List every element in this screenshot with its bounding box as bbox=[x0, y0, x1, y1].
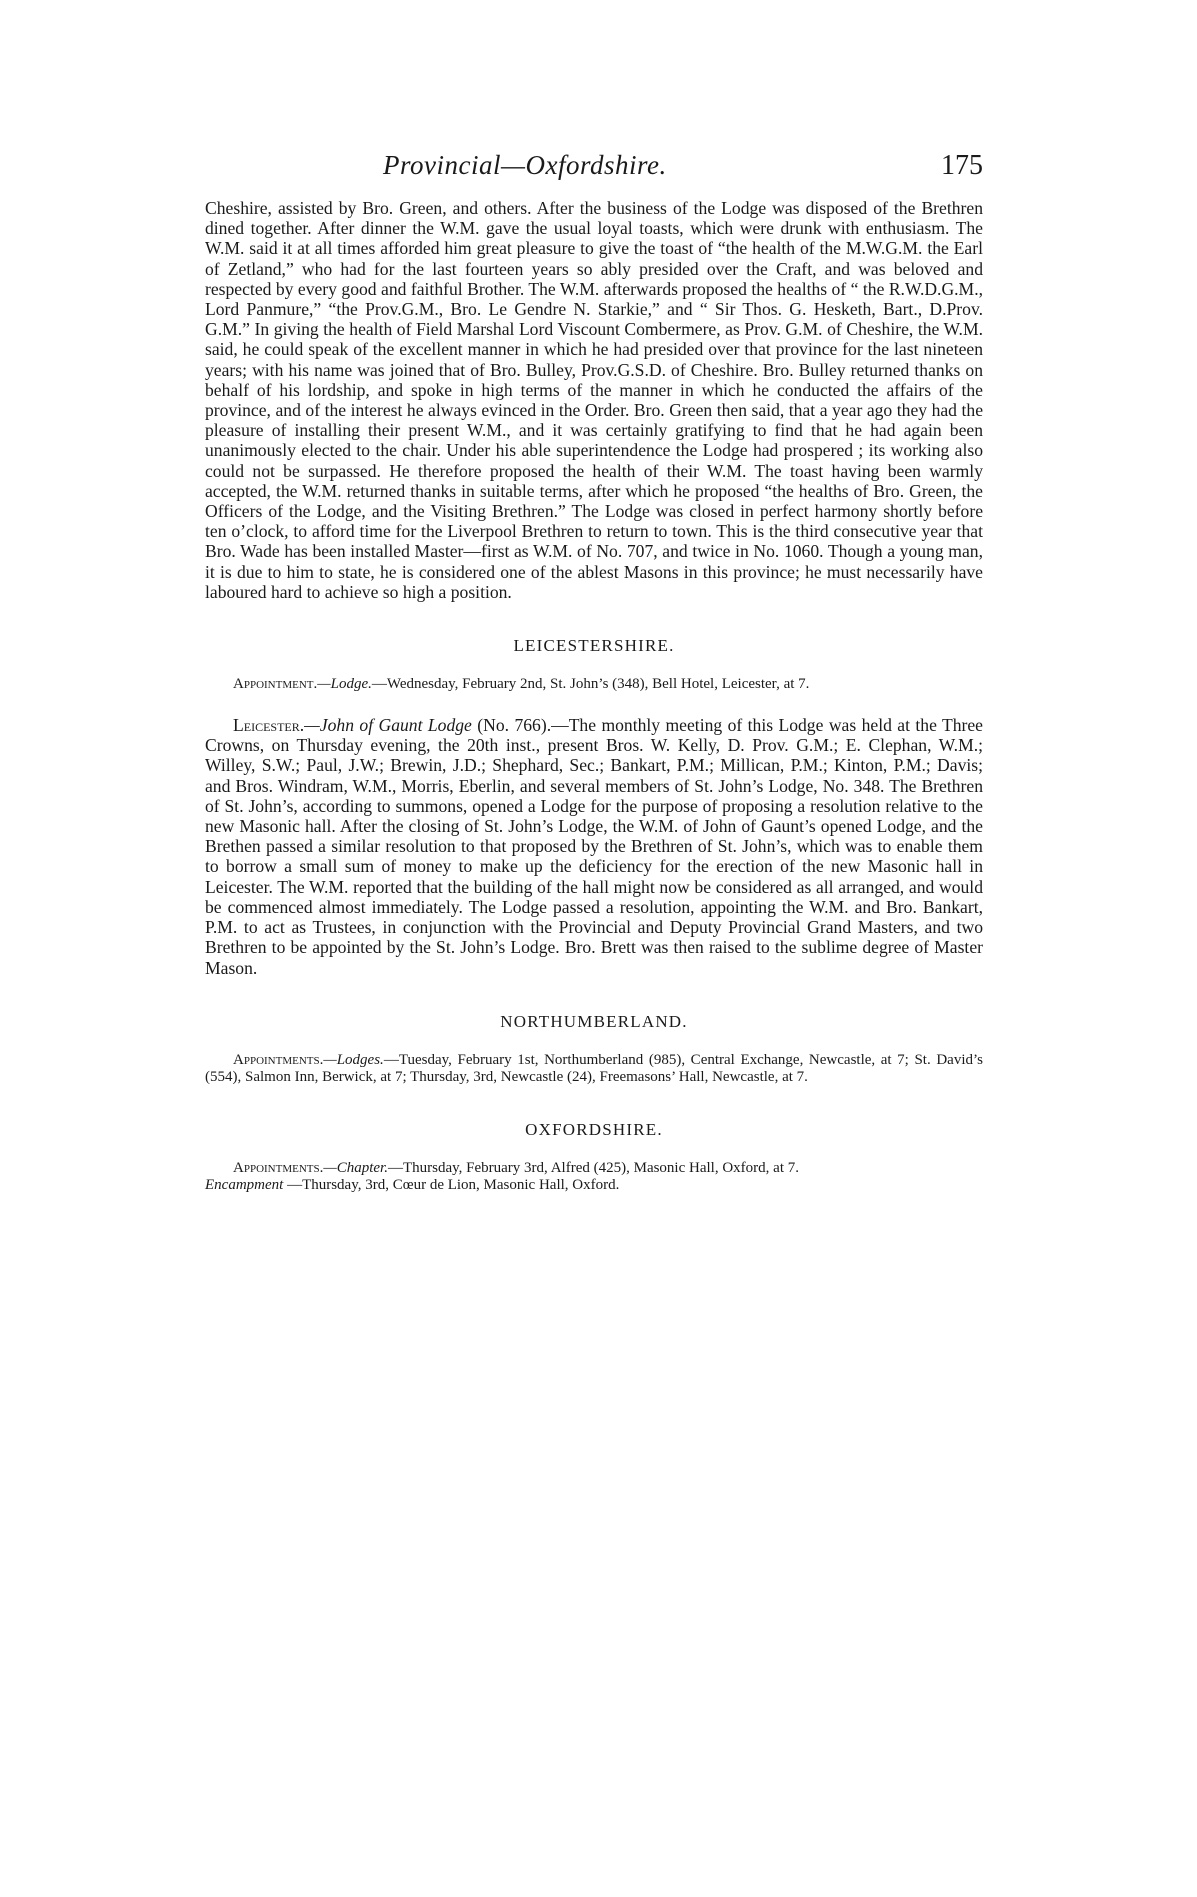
appointment-kind: —Lodges. bbox=[323, 1051, 384, 1068]
encampment-details: —Thursday, 3rd, Cœur de Lion, Masonic Hall, Oxford. bbox=[283, 1176, 620, 1193]
appointment-details: —Wednesday, February 2nd, St. John’s (348), Bell Hotel, Leicester, at 7. bbox=[371, 676, 810, 693]
leicester-report-paragraph bbox=[205, 715, 983, 978]
appointment-label: Appointment. bbox=[233, 676, 318, 693]
page-number: 175 bbox=[941, 150, 983, 181]
cheshire-continuation-paragraph: Cheshire, assisted by Bro. Green, and others. After the business of the Lodge was disposed of the Brethren dined together. After dinner the W.M. gave the usual loyal toasts, which were drunk with enthusiasm. The W.M. said it at all times afforded him great pleasure to give the toast of “the health of the M.W.G.M. the Earl of Zetland,” who had for the last fourteen years so ably presided over the Craft, and was beloved and respected by every good and faithful Brother. The W.M. afterwards proposed the healths of “ the R.W.D.G.M., Lord Panmure,” “the Prov.G.M., Bro. Le Gendre N. Starkie,” and “ Sir Thos. G. Hesketh, Bart., D.Prov. G.M.” In giving the health of Field Marshal Lord Viscount Combermere, as Prov. G.M. of Cheshire, the W.M. said, he could speak of the excellent manner in which he had presided over that province for the last nineteen years; with his name was joined that of Bro. Bulley, Prov.G.S.D. of Cheshire. Bro. Bulley returned thanks on behalf of his lordship, and spoke in high terms of the manner in which he conducted the affairs of the province, and of the interest he always evinced in the Order. Bro. Green then said, that a year ago they had the pleasure of installing their present W.M., and it was certainly gratifying to find that he had again been unanimously elected to the chair. Under his able superintendence the Lodge had prospered ; its working also could not be surpassed. He therefore proposed the health of their W.M. The toast having been warmly accepted, the W.M. returned thanks in suitable terms, after which he proposed “the healths of Bro. Green, the Officers of the Lodge, and the Visiting Brethren.” The Lodge was closed in perfect harmony shortly before ten o’clock, to afford time for the Liverpool Brethren to return to town. This is the third consecutive year that Bro. Wade has been installed Master—first as W.M. of No. 707, and twice in No. 1060. Though a young man, it is due to him to state, he is considered one of the ablest Masons in this province; he must necessarily have laboured hard to achieve so high a position. bbox=[205, 198, 983, 602]
appointment-details: —Thursday, February 3rd, Alfred (425), Masonic Hall, Oxford, at 7. bbox=[387, 1159, 799, 1176]
running-title: Provincial—Oxfordshire. bbox=[383, 150, 667, 180]
report-body: (No. 766).—The monthly meeting of this Lodge was held at the Three Crowns, on Thursday evening, the 20th inst., present Bros. W. Kelly, D. Prov. G.M.; E. Clephan, W.M.; Willey, S.W.; Paul, J.W.; Brewin, J.D.; Shephard, Sec.; Bankart, P.M.; Millican, P.M.; Kinton, P.M.; Davis; and Bros. Windram, W.M., Morris, Eberlin, and several members of St. John’s Lodge, No. 348. The Brethren of St. John’s, according to summons, opened a Lodge for the purpose of proposing a resolution relative to the new Masonic hall. After the closing of St. John’s Lodge, the W.M. of John of Gaunt’s opened Lodge, and the Brethen passed a similar resolution to that proposed by the Brethren of St. John’s, which was to enable them to borrow a small sum of money to make up the deficiency for the erection of the new Masonic hall in Leicester. The W.M. reported that the building of the hall might now be considered as all arranged, and would be commenced almost immediately. The Lodge passed a resolution, appointing the W.M. and Bro. Bankart, P.M. to act as Trustees, in conjunction with the Provincial and Deputy Provincial Grand Masters, and two Brethren to be appointed by the St. John’s Lodge. Bro. Brett was then raised to the sublime degree of Master Mason. bbox=[205, 715, 983, 978]
leicestershire-heading: LEICESTERSHIRE. bbox=[513, 636, 675, 656]
running-head bbox=[205, 150, 983, 190]
report-place: Leicester. bbox=[233, 715, 305, 736]
northumberland-heading: NORTHUMBERLAND. bbox=[500, 1011, 688, 1031]
appointment-kind: —Lodge. bbox=[317, 676, 372, 693]
appointment-kind: —Chapter. bbox=[323, 1159, 388, 1176]
appointment-label: Appointments. bbox=[233, 1159, 324, 1176]
book-page bbox=[205, 150, 983, 1194]
appointment-label: Appointments. bbox=[233, 1051, 324, 1068]
report-lodge-name: —John of Gaunt Lodge bbox=[304, 715, 472, 736]
leicestershire-appointment bbox=[205, 676, 983, 693]
northumberland-appointment bbox=[205, 1052, 983, 1086]
encampment-label: Encampment bbox=[205, 1176, 284, 1193]
appointment-details: —Tuesday, February 1st, Northumberland (985), Central Exchange, Newcastle, at 7; St. David’s (554), Salmon Inn, Berwick, at 7; Thursday, 3rd, Newcastle (24), Freemasons’ Hall, Newcastle, at 7. bbox=[205, 1051, 983, 1085]
oxfordshire-appointment bbox=[205, 1160, 983, 1194]
oxfordshire-heading: OXFORDSHIRE. bbox=[525, 1119, 663, 1139]
